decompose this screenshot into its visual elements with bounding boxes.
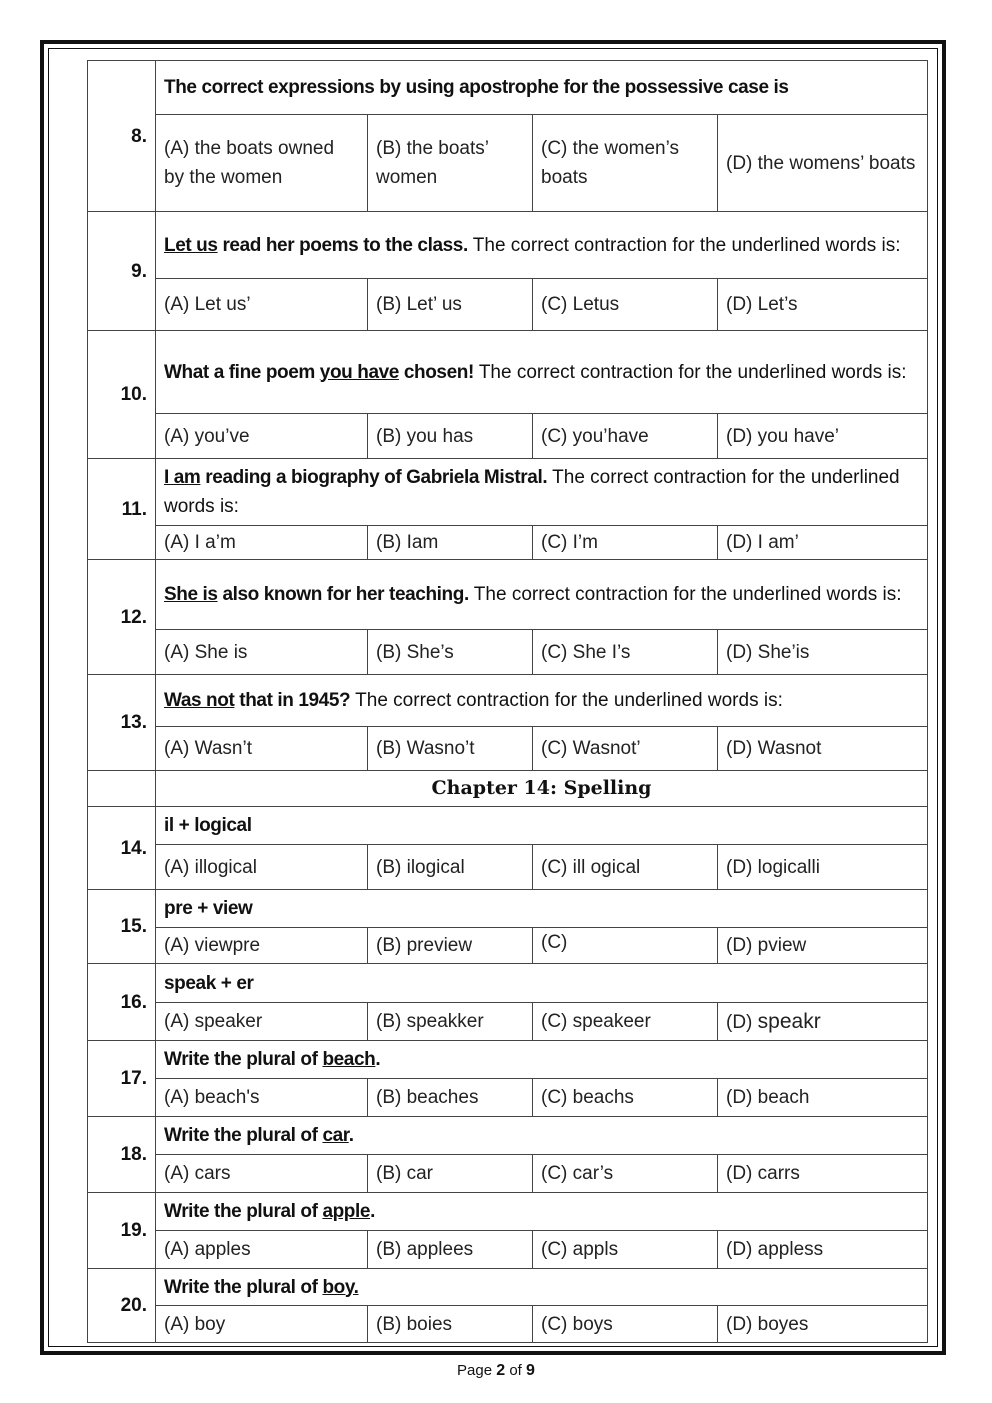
question-number: 11. [88, 459, 156, 560]
prompt-bold: pre + view [164, 898, 253, 919]
option-d[interactable]: (D) logicalli [718, 845, 928, 890]
question-row [88, 459, 928, 526]
option-c[interactable]: (C) ill ogical [533, 845, 718, 890]
options-row [88, 1231, 928, 1269]
question-prompt [156, 331, 928, 414]
question-number: 18. [88, 1117, 156, 1193]
underlined-words: you have [319, 361, 399, 383]
option-d[interactable]: (D) pview [718, 928, 928, 964]
prompt-plain: The correct contraction for the underlined words is: [467, 234, 901, 256]
option-d[interactable]: (D) beach [718, 1079, 928, 1117]
option-c[interactable]: (C) Wasnot’ [533, 727, 718, 771]
option-b[interactable]: (B) Iam [368, 526, 533, 560]
question-row [88, 890, 928, 928]
underlined-words: car [322, 1125, 349, 1146]
options-row [88, 845, 928, 890]
question-prompt [156, 1117, 928, 1155]
option-b[interactable]: (B) speakker [368, 1003, 533, 1041]
options-row [88, 928, 928, 964]
prompt-bold: Write the plural of [164, 1049, 323, 1070]
question-row [88, 1269, 928, 1306]
prompt-plain: The correct contraction for the underlined words is: [350, 690, 783, 711]
option-d[interactable]: (D) carrs [718, 1155, 928, 1193]
question-prompt [156, 807, 928, 845]
option-d[interactable]: (D) boyes [718, 1306, 928, 1343]
option-d[interactable]: (D) appless [718, 1231, 928, 1269]
prompt-bold: Write the plural of [164, 1125, 323, 1146]
option-c[interactable]: (C) boys [533, 1306, 718, 1343]
question-prompt [156, 964, 928, 1003]
question-table [87, 60, 928, 1343]
underlined-words: Let us [164, 234, 218, 256]
question-number: 19. [88, 1193, 156, 1269]
chapter-heading-row [88, 771, 928, 807]
question-row [88, 61, 928, 115]
option-a[interactable]: (A) speaker [156, 1003, 368, 1041]
question-number: 15. [88, 890, 156, 964]
option-a[interactable]: (A) boy [156, 1306, 368, 1343]
option-a[interactable]: (A) Wasn’t [156, 727, 368, 771]
question-prompt [156, 1041, 928, 1079]
option-b[interactable]: (B) applees [368, 1231, 533, 1269]
option-c[interactable]: (C) [533, 928, 718, 964]
question-prompt [156, 675, 928, 727]
option-d[interactable]: (D) you have’ [718, 414, 928, 459]
option-b[interactable]: (B) beaches [368, 1079, 533, 1117]
option-a[interactable]: (A) beach's [156, 1079, 368, 1117]
question-row [88, 331, 928, 414]
prompt-bold: Write the plural of [164, 1201, 323, 1222]
options-row [88, 630, 928, 675]
option-b[interactable]: (B) car [368, 1155, 533, 1193]
underlined-words: boy. [322, 1276, 359, 1298]
option-b[interactable]: (B) ilogical [368, 845, 533, 890]
option-d[interactable]: (D) I am’ [718, 526, 928, 560]
prompt-plain: The correct contraction for the underlined words is: [468, 584, 902, 605]
prompt-bold: also known for her teaching. [217, 584, 469, 605]
question-number: 9. [88, 212, 156, 331]
option-d[interactable]: (D) the womens’ boats [718, 115, 928, 212]
options-row [88, 279, 928, 331]
option-a[interactable]: (A) I a’m [156, 526, 368, 560]
option-d[interactable] [718, 1003, 928, 1041]
prompt-bold: il + logical [164, 815, 252, 836]
option-b[interactable]: (B) the boats’ women [368, 115, 533, 212]
underlined-words: beach [322, 1049, 376, 1070]
option-d[interactable]: (D) Wasnot [718, 727, 928, 771]
current-page-number: 2 [496, 1362, 506, 1379]
option-d[interactable]: (D) Let’s [718, 279, 928, 331]
question-row [88, 212, 928, 279]
option-b[interactable]: (B) Let’ us [368, 279, 533, 331]
prompt-plain: The correct contraction for the underlined words is: [164, 467, 900, 517]
option-a[interactable]: (A) cars [156, 1155, 368, 1193]
option-c[interactable]: (C) She I’s [533, 630, 718, 675]
option-a[interactable]: (A) you’ve [156, 414, 368, 459]
option-d-label: (D) [726, 1011, 758, 1033]
chapter-heading-spacer [88, 771, 156, 807]
option-a[interactable]: (A) the boats owned by the women [156, 115, 368, 212]
question-number: 14. [88, 807, 156, 890]
of-label: of [509, 1362, 522, 1379]
question-row [88, 1117, 928, 1155]
underlined-words: Was not [164, 690, 235, 711]
options-row [88, 727, 928, 771]
question-number: 17. [88, 1041, 156, 1117]
question-prompt [156, 890, 928, 928]
question-number: 8. [88, 61, 156, 212]
prompt-bold: . [375, 1049, 381, 1070]
page-label: Page [457, 1362, 493, 1379]
page-footer [0, 1362, 992, 1380]
question-prompt [156, 61, 928, 115]
option-c[interactable]: (C) car’s [533, 1155, 718, 1193]
option-c[interactable]: (C) the women’s boats [533, 115, 718, 212]
option-c[interactable]: (C) appls [533, 1231, 718, 1269]
option-b[interactable]: (B) preview [368, 928, 533, 964]
option-a[interactable]: (A) viewpre [156, 928, 368, 964]
prompt-bold: speak + er [164, 972, 254, 994]
underlined-words: She is [164, 584, 218, 605]
option-c[interactable]: (C) I’m [533, 526, 718, 560]
prompt-bold: . [370, 1201, 375, 1222]
options-row [88, 1079, 928, 1117]
option-a[interactable]: (A) She is [156, 630, 368, 675]
prompt-bold: . [348, 1125, 354, 1146]
option-d-text: speakr [757, 1009, 821, 1033]
option-d[interactable]: (D) She’is [718, 630, 928, 675]
prompt-bold: What a fine poem [164, 361, 320, 383]
question-row [88, 807, 928, 845]
option-b[interactable]: (B) Wasno’t [368, 727, 533, 771]
prompt-bold: chosen! [398, 361, 474, 383]
option-b[interactable]: (B) boies [368, 1306, 533, 1343]
question-number: 13. [88, 675, 156, 771]
prompt-plain: The correct contraction for the underlined words is: [473, 361, 907, 383]
option-c[interactable]: (C) you’have [533, 414, 718, 459]
options-row [88, 1306, 928, 1343]
option-a[interactable]: (A) Let us’ [156, 279, 368, 331]
option-c[interactable]: (C) Letus [533, 279, 718, 331]
options-row [88, 115, 928, 212]
question-prompt [156, 212, 928, 279]
question-number: 16. [88, 964, 156, 1041]
question-row [88, 675, 928, 727]
option-b[interactable]: (B) She’s [368, 630, 533, 675]
prompt-bold: The correct expressions by using apostrophe for the possessive case is [164, 77, 789, 98]
options-row [88, 526, 928, 560]
options-row [88, 1003, 928, 1041]
question-prompt [156, 1193, 928, 1231]
underlined-words: I am [164, 467, 201, 488]
question-number: 10. [88, 331, 156, 459]
question-prompt [156, 560, 928, 630]
prompt-bold: that in 1945? [234, 690, 351, 711]
question-number: 20. [88, 1269, 156, 1343]
prompt-bold: Write the plural of [164, 1276, 323, 1298]
question-prompt [156, 459, 928, 526]
question-row [88, 1041, 928, 1079]
underlined-words: apple [322, 1201, 371, 1222]
question-number: 12. [88, 560, 156, 675]
question-prompt [156, 1269, 928, 1306]
option-a[interactable]: (A) illogical [156, 845, 368, 890]
question-row [88, 560, 928, 630]
prompt-bold: read her poems to the class. [217, 234, 468, 256]
question-row [88, 964, 928, 1003]
option-c[interactable]: (C) speakeer [533, 1003, 718, 1041]
options-row [88, 1155, 928, 1193]
option-c[interactable]: (C) beachs [533, 1079, 718, 1117]
prompt-bold: reading a biography of Gabriela Mistral. [200, 467, 548, 488]
option-b[interactable]: (B) you has [368, 414, 533, 459]
option-a[interactable]: (A) apples [156, 1231, 368, 1269]
total-pages-number: 9 [526, 1362, 535, 1379]
options-row [88, 414, 928, 459]
question-row [88, 1193, 928, 1231]
chapter-heading: Chapter 14: Spelling [156, 771, 928, 807]
